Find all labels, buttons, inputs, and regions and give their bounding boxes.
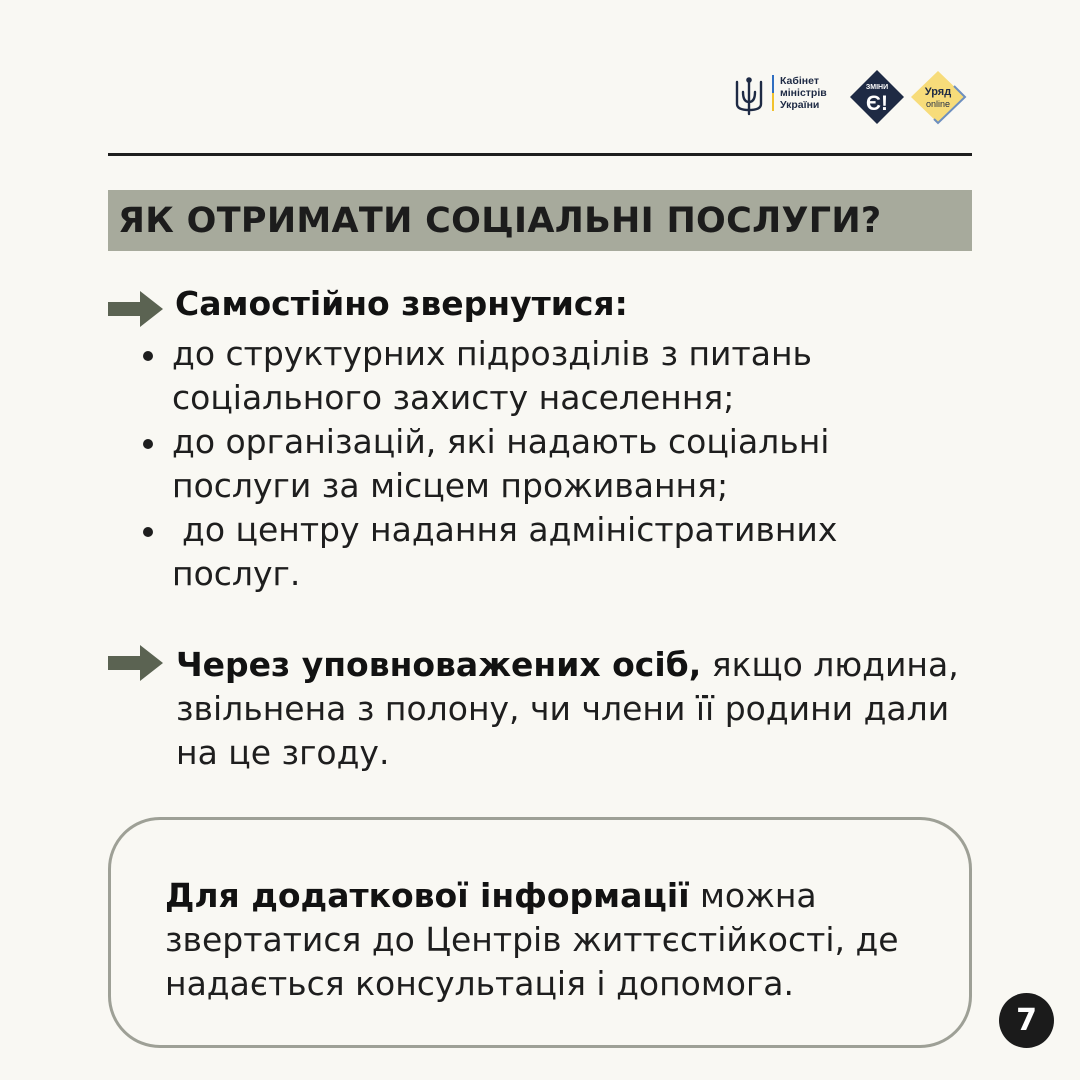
list-item: до організацій, які надають соціальні послуги за місцем проживання; — [172, 420, 932, 508]
section1-heading: Самостійно звернутися: — [175, 284, 628, 323]
title-band — [108, 190, 972, 251]
svg-text:ЗМІНИ: ЗМІНИ — [865, 84, 889, 91]
section2-bold: Через уповноважених осіб, — [176, 645, 702, 684]
section2-text — [176, 643, 966, 775]
trident-icon — [734, 76, 764, 116]
section1-list — [172, 332, 932, 596]
info-box — [108, 817, 972, 1048]
svg-text:Уряд: Уряд — [924, 86, 952, 98]
uryad-online-logo — [908, 68, 968, 126]
header-divider — [108, 153, 972, 156]
info-rest: можна звертатися до Центрів життєстійкості, де надається консультація і допомога. — [165, 876, 899, 1003]
logo-separator — [772, 75, 774, 111]
section2-rest: якщо людина, звільнена з полону, чи члени її родини дали на це згоду. — [176, 645, 959, 772]
arrow-right-icon — [108, 643, 164, 683]
svg-text:Є!: Є! — [866, 92, 888, 115]
header-logos — [734, 64, 974, 126]
page-title: ЯК ОТРИМАТИ СОЦІАЛЬНІ ПОСЛУГИ? — [118, 200, 882, 241]
list-item: до структурних підрозділів з питань соціального захисту населення; — [172, 332, 932, 420]
arrow-right-icon — [108, 289, 164, 329]
list-item: до центру надання адміністративних послуг. — [172, 508, 932, 596]
svg-text:online: online — [925, 99, 951, 109]
page-number-badge: 7 — [999, 993, 1054, 1048]
info-text — [165, 874, 945, 1006]
info-bold: Для додаткової інформації — [165, 876, 690, 915]
cabinet-logo-text: Кабінет міністрів України — [780, 75, 827, 111]
zminy-logo — [848, 68, 906, 126]
